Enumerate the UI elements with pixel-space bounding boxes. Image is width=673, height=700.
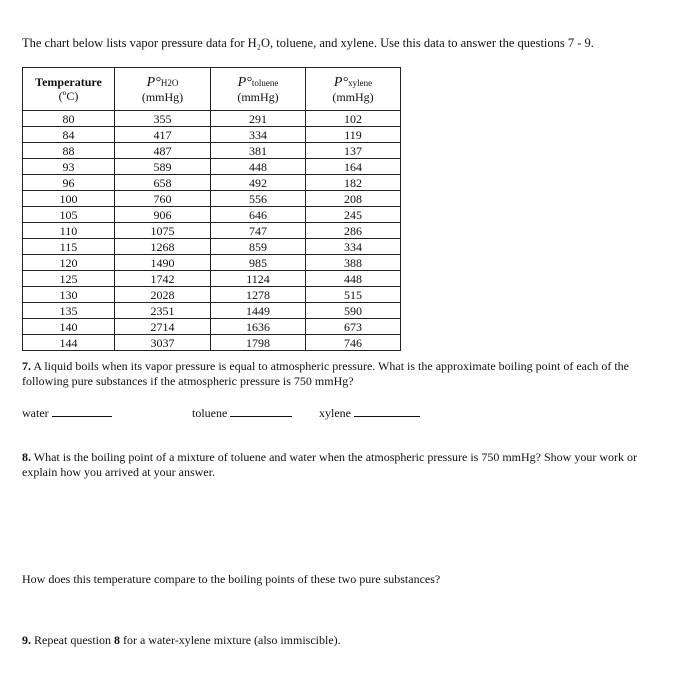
cell-toluene: 747: [211, 223, 306, 239]
cell-temperature: 115: [23, 239, 115, 255]
answer-toluene-label: toluene: [192, 406, 228, 420]
header-water-unit: (mmHg): [141, 89, 184, 104]
question-9-ref: 8: [113, 633, 120, 647]
header-temperature: [23, 68, 115, 111]
table-header-row: [23, 68, 401, 111]
cell-water: 2028: [115, 287, 211, 303]
cell-water: 355: [115, 111, 211, 127]
header-water-sub: H2O: [160, 77, 179, 88]
cell-temperature: 140: [23, 319, 115, 335]
cell-temperature: 144: [23, 335, 115, 351]
cell-toluene: 334: [211, 127, 306, 143]
cell-xylene: 590: [306, 303, 401, 319]
question-7: [22, 359, 662, 389]
table-row: [23, 271, 401, 287]
cell-toluene: 1636: [211, 319, 306, 335]
cell-toluene: 1449: [211, 303, 306, 319]
cell-xylene: 164: [306, 159, 401, 175]
vapor-pressure-table: [22, 67, 401, 351]
cell-temperature: 96: [23, 175, 115, 191]
cell-toluene: 556: [211, 191, 306, 207]
cell-temperature: 100: [23, 191, 115, 207]
answer-water-blank[interactable]: [52, 405, 112, 417]
table-row: [23, 303, 401, 319]
cell-xylene: 448: [306, 271, 401, 287]
cell-temperature: 105: [23, 207, 115, 223]
table-row: [23, 255, 401, 271]
table-row: [23, 191, 401, 207]
cell-xylene: 286: [306, 223, 401, 239]
cell-toluene: 381: [211, 143, 306, 159]
cell-toluene: 859: [211, 239, 306, 255]
answer-toluene: [192, 405, 292, 421]
question-9: [22, 633, 662, 648]
cell-toluene: 448: [211, 159, 306, 175]
header-xylene-unit: (mmHg): [332, 89, 374, 104]
cell-water: 1490: [115, 255, 211, 271]
question-9-text-before: Repeat question: [31, 633, 114, 647]
cell-toluene: 1124: [211, 271, 306, 287]
table-row: [23, 159, 401, 175]
header-temperature-label: Temperature: [35, 75, 102, 89]
question-8: [22, 450, 662, 480]
header-xylene: [306, 68, 401, 111]
cell-water: 1742: [115, 271, 211, 287]
cell-temperature: 130: [23, 287, 115, 303]
cell-water: 906: [115, 207, 211, 223]
question-8-text: What is the boiling point of a mixture of toluene and water when the atmospheric pressure is 750 mmHg? Show your work or explain how you arrived at your answer.: [22, 450, 637, 479]
cell-xylene: 334: [306, 239, 401, 255]
table-row: [23, 319, 401, 335]
table-row: [23, 207, 401, 223]
cell-toluene: 291: [211, 111, 306, 127]
answer-toluene-blank[interactable]: [230, 405, 292, 417]
answer-xylene: [319, 405, 420, 421]
question-7-text: A liquid boils when its vapor pressure is equal to atmospheric pressure. What is the approximate boiling point of each of the following pure substances if the atmospheric pressure is 750 mmHg?: [22, 359, 629, 388]
cell-water: 2714: [115, 319, 211, 335]
table-row: [23, 287, 401, 303]
answer-water-label: water: [22, 406, 49, 420]
question-7-number: 7.: [22, 359, 31, 373]
question-9-text-after: for a water-xylene mixture (also immiscible).: [119, 633, 341, 647]
table-row: [23, 143, 401, 159]
cell-xylene: 388: [306, 255, 401, 271]
cell-xylene: 673: [306, 319, 401, 335]
cell-water: 3037: [115, 335, 211, 351]
header-temperature-unit: (ºC): [58, 89, 79, 103]
header-water: [115, 68, 211, 111]
cell-temperature: 135: [23, 303, 115, 319]
cell-water: 1075: [115, 223, 211, 239]
cell-temperature: 110: [23, 223, 115, 239]
table-row: [23, 111, 401, 127]
table-row: [23, 175, 401, 191]
cell-temperature: 88: [23, 143, 115, 159]
cell-temperature: 93: [23, 159, 115, 175]
cell-temperature: 80: [23, 111, 115, 127]
table-row: [23, 239, 401, 255]
header-xylene-sub: xylene: [348, 77, 373, 88]
cell-toluene: 646: [211, 207, 306, 223]
cell-toluene: 492: [211, 175, 306, 191]
table-row: [23, 335, 401, 351]
cell-toluene: 1278: [211, 287, 306, 303]
cell-xylene: 119: [306, 127, 401, 143]
header-toluene: [211, 68, 306, 111]
question-8-number: 8.: [22, 450, 31, 464]
header-xylene-symbol: P°: [333, 74, 349, 90]
header-water-symbol: P°: [146, 74, 161, 90]
cell-toluene: 1798: [211, 335, 306, 351]
cell-temperature: 125: [23, 271, 115, 287]
answer-water: [22, 405, 112, 421]
cell-xylene: 208: [306, 191, 401, 207]
header-toluene-unit: (mmHg): [237, 89, 279, 104]
cell-xylene: 245: [306, 207, 401, 223]
cell-xylene: 746: [306, 335, 401, 351]
cell-water: 658: [115, 175, 211, 191]
question-9-number: 9.: [22, 633, 31, 647]
cell-water: 589: [115, 159, 211, 175]
cell-xylene: 515: [306, 287, 401, 303]
table-row: [23, 223, 401, 239]
intro-text: The chart below lists vapor pressure data for H₂O, toluene, and xylene. Use this data to answer the questions 7 - 9.: [22, 36, 594, 50]
answer-xylene-blank[interactable]: [354, 405, 420, 417]
table-row: [23, 127, 401, 143]
cell-water: 487: [115, 143, 211, 159]
header-toluene-symbol: P°: [237, 74, 252, 90]
answer-xylene-label: xylene: [319, 406, 351, 420]
cell-temperature: 84: [23, 127, 115, 143]
cell-water: 417: [115, 127, 211, 143]
cell-water: 760: [115, 191, 211, 207]
table-body: [23, 111, 401, 351]
cell-xylene: 102: [306, 111, 401, 127]
cell-water: 1268: [115, 239, 211, 255]
cell-water: 2351: [115, 303, 211, 319]
question-8-followup: How does this temperature compare to the boiling points of these two pure substances?: [22, 572, 441, 586]
cell-toluene: 985: [211, 255, 306, 271]
header-toluene-sub: toluene: [251, 77, 279, 88]
cell-xylene: 182: [306, 175, 401, 191]
cell-temperature: 120: [23, 255, 115, 271]
cell-xylene: 137: [306, 143, 401, 159]
